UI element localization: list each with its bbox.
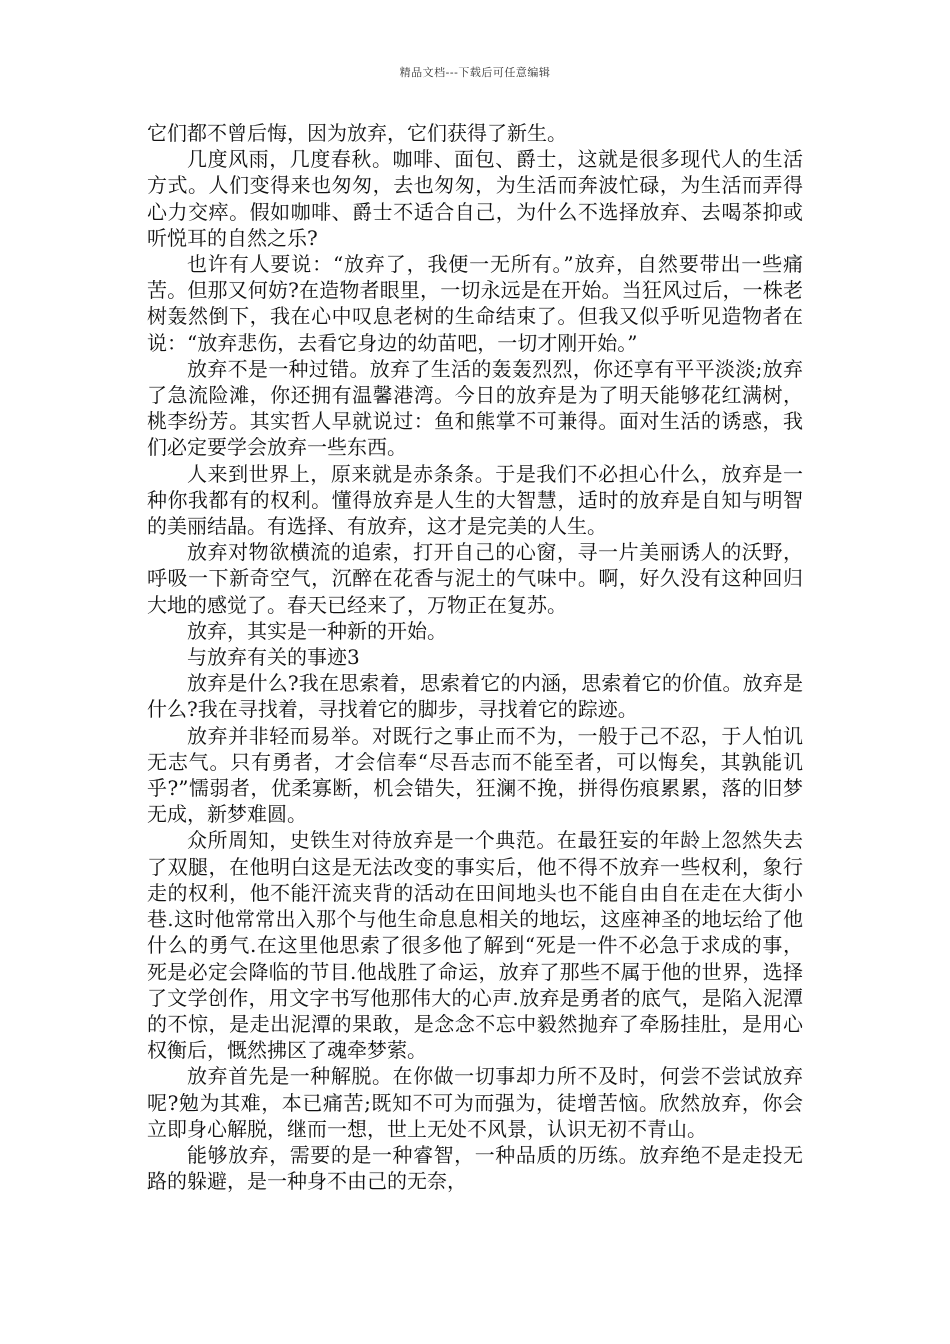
- paragraph: 放弃不是一种过错。放弃了生活的轰轰烈烈，你还享有平平淡淡;放弃了急流险滩，你还拥有温馨港湾。今日的放弃是为了明天能够花红满树，桃李纷芳。其实哲人早就说过：鱼和熊掌不可兼得。面对生活的诱惑，我们必定要学会放弃一些东西。: [147, 356, 803, 460]
- page-header: 精品文档---下载后可任意编辑: [399, 66, 551, 79]
- paragraph: 它们都不曾后悔，因为放弃，它们获得了新生。: [147, 121, 567, 145]
- paragraph: 几度风雨，几度春秋。咖啡、面包、爵士，这就是很多现代人的生活方式。人们变得来也匆匆，去也匆匆，为生活而奔波忙碌，为生活而弄得心力交瘁。假如咖啡、爵士不适合自己，为什么不选择放弃、去喝茶抑或听悦耳的自然之乐?: [147, 147, 803, 250]
- paragraph: 放弃并非轻而易举。对既行之事止而不为，一般于己不忍，于人怕讥无志气。只有勇者，才会信奉“尽吾志而不能至者，可以悔矣，其孰能讥乎?”懦弱者，优柔寡断，机会错失，狂澜不挽，拼得伤痕累累，落的旧梦无成，新梦难圆。: [147, 723, 803, 827]
- paragraph: 也许有人要说：“放弃了，我便一无所有。”放弃，自然要带出一些痛苦。但那又何妨?在造物者眼里，一切永远是在开始。当狂风过后，一株老树轰然倒下，我在心中叹息老树的生命结束了。但我又似乎听见造物者在说：“放弃悲伤，去看它身边的幼苗吧，一切才刚开始。”: [147, 252, 803, 355]
- paragraph: 放弃是什么?我在思索着，思索着它的内涵，思索着它的价值。放弃是什么?我在寻找着，寻找着它的脚步，寻找着它的踪迹。: [147, 671, 803, 722]
- paragraph: 放弃，其实是一种新的开始。: [187, 618, 447, 643]
- section-heading: 与放弃有关的事迹3: [187, 645, 360, 670]
- paragraph: 能够放弃，需要的是一种睿智，一种品质的历练。放弃绝不是走投无路的躲避，是一种身不由己的无奈，: [147, 1142, 803, 1194]
- paragraph: 人来到世界上，原来就是赤条条。于是我们不必担心什么，放弃是一种你我都有的权利。懂得放弃是人生的大智慧，适时的放弃是自知与明智的美丽结晶。有选择、有放弃，这才是完美的人生。: [147, 461, 803, 539]
- paragraph: 放弃首先是一种解脱。在你做一切事却力所不及时，何尝不尝试放弃呢?勉为其难，本已痛苦;既知不可为而强为，徒增苦恼。欣然放弃，你会立即身心解脱，继而一想，世上无处不风景，认识无初不青山。: [147, 1064, 803, 1141]
- document-body: [147, 120, 803, 1194]
- paragraph: 放弃对物欲横流的追索，打开自己的心窗，寻一片美丽诱人的沃野，呼吸一下新奇空气，沉醉在花香与泥土的气味中。啊，好久没有这种回归大地的感觉了。春天已经来了，万物正在复苏。: [147, 540, 803, 617]
- paragraph: 众所周知，史铁生对待放弃是一个典范。在最狂妄的年龄上忽然失去了双腿，在他明白这是无法改变的事实后，他不得不放弃一些权利，象行走的权利，他不能汗流夹背的活动在田间地头也不能自由自在走在大街小巷.这时他常常出入那个与他生命息息相关的地坛，这座神圣的地坛给了他什么的勇气.在这里他思索了很多他了解到“死是一件不必急于求成的事，死是必定会降临的节目.他战胜了命运，放弃了那些不属于他的世界，选择了文学创作，用文字书写他那伟大的心声.放弃是勇者的底气，是陷入泥潭的不惊，是走出泥潭的果敢，是念念不忘中毅然抛弃了牵肠挂肚，是用心权衡后，慨然拂区了魂牵梦萦。: [147, 828, 803, 1063]
